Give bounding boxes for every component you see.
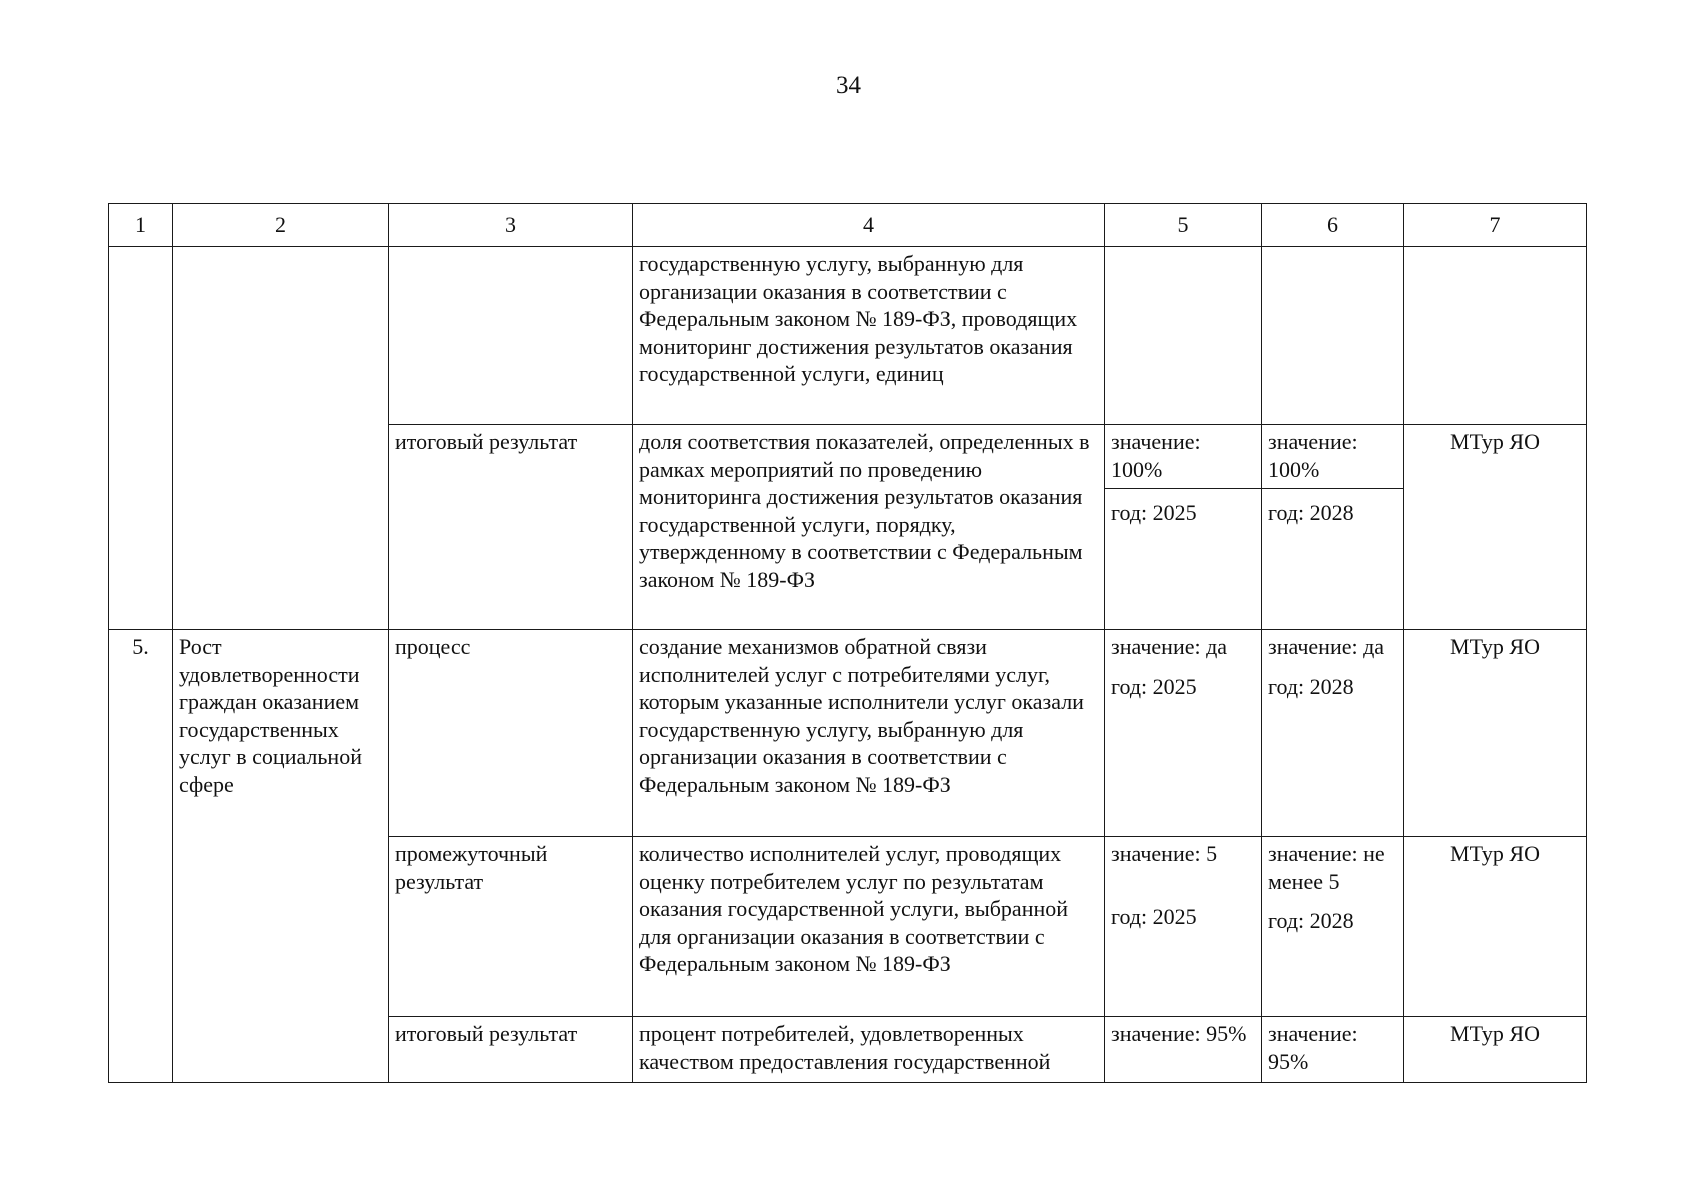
target-value: значение: да	[1268, 634, 1385, 659]
page-number: 34	[836, 72, 861, 99]
base-cell: значение: 95%	[1105, 1017, 1262, 1083]
target-year: год: 2028	[1268, 500, 1354, 525]
type-cell	[389, 247, 633, 425]
base-cell	[1105, 630, 1262, 837]
base-year: год: 2025	[1111, 673, 1197, 699]
target-value: значение: 100%	[1262, 425, 1403, 489]
goal-cell	[173, 247, 389, 630]
responsible-cell: МТур ЯО	[1404, 425, 1587, 630]
header-col-5: 5	[1105, 204, 1262, 247]
target-cell	[1262, 630, 1404, 837]
indicator-cell: процент потребителей, удовлетворенных качеством предоставления государственной	[633, 1017, 1105, 1083]
base-cell	[1105, 247, 1262, 425]
responsible-cell: МТур ЯО	[1404, 630, 1587, 837]
target-value: значение: не менее 5	[1268, 841, 1385, 894]
target-cell	[1262, 247, 1404, 425]
type-cell: итоговый результат	[389, 1017, 633, 1083]
type-cell: итоговый результат	[389, 425, 633, 630]
number-cell	[109, 247, 173, 630]
table-row	[109, 630, 1587, 837]
indicators-table	[108, 203, 1587, 1083]
header-col-7: 7	[1404, 204, 1587, 247]
target-cell: значение: 95%	[1262, 1017, 1404, 1083]
indicator-cell: государственную услугу, выбранную для организации оказания в соответствии с Федеральным законом № 189-ФЗ, проводящих мониторинг достижения результатов оказания государственной услуги, единиц	[633, 247, 1105, 425]
header-col-3: 3	[389, 204, 633, 247]
number-cell: 5.	[109, 630, 173, 1083]
base-value: значение: да	[1111, 634, 1228, 659]
target-year: год: 2028	[1268, 908, 1354, 933]
target-year: год: 2028	[1268, 673, 1354, 699]
responsible-cell: МТур ЯО	[1404, 1017, 1587, 1083]
target-cell	[1262, 837, 1404, 1017]
table-row	[109, 247, 1587, 425]
base-value: значение: 100%	[1105, 425, 1261, 489]
base-year: год: 2025	[1111, 903, 1197, 929]
indicator-cell: доля соответствия показателей, определенных в рамках мероприятий по проведению мониторинга достижения результатов оказания государственной услуги, порядку, утвержденному в соответствии с Федеральным законом № 189-ФЗ	[633, 425, 1105, 630]
goal-cell: Рост удовлетворенности граждан оказанием государственных услуг в социальной сфере	[173, 630, 389, 1083]
target-cell	[1262, 425, 1404, 630]
responsible-cell	[1404, 247, 1587, 425]
type-cell: процесс	[389, 630, 633, 837]
base-cell	[1105, 837, 1262, 1017]
base-value: значение: 5	[1111, 841, 1218, 866]
table-header-row	[109, 204, 1587, 247]
responsible-cell: МТур ЯО	[1404, 837, 1587, 1017]
type-cell: промежуточный результат	[389, 837, 633, 1017]
header-col-2: 2	[173, 204, 389, 247]
base-year: год: 2025	[1111, 500, 1197, 525]
indicator-cell: количество исполнителей услуг, проводящих оценку потребителем услуг по результатам оказания государственной услуги, выбранной для организации оказания в соответствии с Федеральным законом № 189-ФЗ	[633, 837, 1105, 1017]
header-col-1: 1	[109, 204, 173, 247]
header-col-6: 6	[1262, 204, 1404, 247]
header-col-4: 4	[633, 204, 1105, 247]
base-cell	[1105, 425, 1262, 630]
indicator-cell: создание механизмов обратной связи исполнителей услуг с потребителями услуг, которым указанные исполнители услуг оказали государственную услугу, выбранную для организации оказания в соответствии с Федеральным законом № 189-ФЗ	[633, 630, 1105, 837]
